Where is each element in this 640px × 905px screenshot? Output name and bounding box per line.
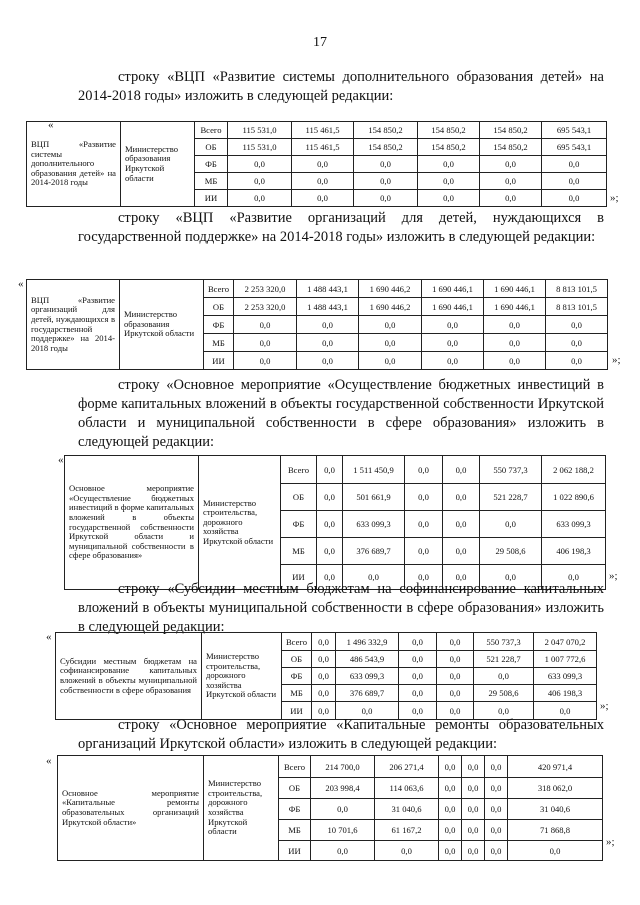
row-label: ОБ: [204, 298, 234, 316]
section-intro: строку «Основное мероприятие «Осуществление бюджетных инвестиций в форме капитальных вложений в объекты государственной собственности Иркутской области и муниципальной собственности в сфере образования» изложить в следующей редакции:: [78, 377, 604, 450]
open-quote: «: [18, 278, 24, 290]
cell-value: 214 700,0: [311, 756, 375, 778]
budget-table: [64, 455, 606, 590]
cell-value: 206 271,4: [375, 756, 439, 778]
cell-value: 115 461,5: [292, 139, 354, 156]
row-label: ФБ: [204, 316, 234, 334]
cell-value: 0,0: [399, 685, 437, 702]
cell-value: 0,0: [297, 316, 359, 334]
cell-value: 0,0: [437, 668, 474, 685]
cell-value: 0,0: [311, 799, 375, 820]
cell-value: 0,0: [297, 352, 359, 370]
cell-value: 0,0: [312, 668, 336, 685]
cell-value: 420 971,4: [508, 756, 603, 778]
cell-value: 0,0: [462, 820, 485, 841]
cell-value: 1 690 446,1: [484, 298, 546, 316]
cell-value: 0,0: [359, 334, 422, 352]
cell-value: 0,0: [474, 702, 534, 720]
cell-value: 8 813 101,5: [546, 280, 608, 298]
cell-value: 0,0: [418, 190, 480, 207]
cell-value: 1 022 890,6: [542, 484, 606, 511]
cell-value: 695 543,1: [542, 122, 607, 139]
cell-value: 0,0: [480, 565, 542, 590]
row-label: Всего: [281, 456, 317, 484]
cell-value: 1 488 443,1: [297, 298, 359, 316]
cell-value: 0,0: [354, 190, 418, 207]
cell-value: 0,0: [312, 651, 336, 668]
cell-value: 0,0: [484, 316, 546, 334]
cell-value: 0,0: [542, 156, 607, 173]
row-label: ОБ: [195, 139, 228, 156]
cell-value: 1 690 446,2: [359, 298, 422, 316]
cell-value: 0,0: [546, 316, 608, 334]
cell-value: 1 690 446,1: [484, 280, 546, 298]
cell-value: 1 511 450,9: [343, 456, 405, 484]
budget-table: [57, 755, 603, 861]
cell-value: 115 461,5: [292, 122, 354, 139]
cell-value: 0,0: [405, 484, 443, 511]
row-label: МБ: [204, 334, 234, 352]
budget-table: [26, 121, 607, 207]
cell-value: 695 543,1: [542, 139, 607, 156]
cell-value: 29 508,6: [474, 685, 534, 702]
cell-value: 0,0: [443, 511, 480, 538]
cell-value: 0,0: [443, 565, 480, 590]
cell-value: 0,0: [437, 702, 474, 720]
program-name: ВЦП «Развитие системы дополнительного образования детей» на 2014-2018 годы: [27, 122, 121, 207]
cell-value: 1 496 332,9: [336, 633, 399, 651]
cell-value: 0,0: [399, 633, 437, 651]
cell-value: 1 690 446,1: [422, 298, 484, 316]
cell-value: 0,0: [439, 820, 462, 841]
cell-value: 0,0: [228, 173, 292, 190]
cell-value: 0,0: [437, 651, 474, 668]
cell-value: 0,0: [336, 702, 399, 720]
cell-value: 0,0: [443, 456, 480, 484]
cell-value: 0,0: [462, 778, 485, 799]
cell-value: 8 813 101,5: [546, 298, 608, 316]
cell-value: 2 047 070,2: [534, 633, 597, 651]
cell-value: 154 850,2: [354, 139, 418, 156]
close-quote: »;: [600, 700, 609, 712]
cell-value: 2 062 188,2: [542, 456, 606, 484]
close-quote: »;: [606, 836, 615, 848]
cell-value: 31 040,6: [508, 799, 603, 820]
row-label: Всего: [282, 633, 312, 651]
cell-value: 0,0: [474, 668, 534, 685]
cell-value: 0,0: [480, 511, 542, 538]
cell-value: 318 062,0: [508, 778, 603, 799]
cell-value: 0,0: [228, 190, 292, 207]
cell-value: 0,0: [485, 841, 508, 861]
cell-value: 0,0: [399, 651, 437, 668]
cell-value: 521 228,7: [480, 484, 542, 511]
cell-value: 29 508,6: [480, 538, 542, 565]
row-label: ФБ: [195, 156, 228, 173]
cell-value: 0,0: [399, 702, 437, 720]
open-quote: «: [58, 454, 64, 466]
row-label: Всего: [204, 280, 234, 298]
cell-value: 501 661,9: [343, 484, 405, 511]
cell-value: 0,0: [354, 156, 418, 173]
cell-value: 0,0: [422, 334, 484, 352]
cell-value: 154 850,2: [418, 122, 480, 139]
close-quote: »;: [610, 192, 619, 204]
cell-value: 0,0: [418, 156, 480, 173]
cell-value: 550 737,3: [474, 633, 534, 651]
program-name: ВЦП «Развитие организаций для детей, нуждающихся в государственной поддержке» на 2014-2018 годы: [27, 280, 120, 370]
cell-value: 1 488 443,1: [297, 280, 359, 298]
responsible-ministry: Министерство образования Иркутской области: [121, 122, 195, 207]
cell-value: 0,0: [312, 685, 336, 702]
cell-value: 0,0: [317, 456, 343, 484]
cell-value: 154 850,2: [418, 139, 480, 156]
cell-value: 633 099,3: [343, 511, 405, 538]
open-quote: «: [46, 755, 52, 767]
row-label: ИИ: [279, 841, 311, 861]
responsible-ministry: Министерство образования Иркутской области: [120, 280, 204, 370]
cell-value: 0,0: [234, 352, 297, 370]
cell-value: 0,0: [485, 778, 508, 799]
cell-value: 1 007 772,6: [534, 651, 597, 668]
cell-value: 0,0: [422, 352, 484, 370]
cell-value: 0,0: [439, 756, 462, 778]
cell-value: 0,0: [485, 820, 508, 841]
cell-value: 114 063,6: [375, 778, 439, 799]
page-number: 17: [313, 35, 327, 50]
cell-value: 31 040,6: [375, 799, 439, 820]
row-label: ОБ: [281, 484, 317, 511]
cell-value: 115 531,0: [228, 139, 292, 156]
row-label: ИИ: [195, 190, 228, 207]
row-label: Всего: [279, 756, 311, 778]
cell-value: 2 253 320,0: [234, 280, 297, 298]
cell-value: 0,0: [292, 173, 354, 190]
cell-value: 0,0: [312, 702, 336, 720]
budget-table: [26, 279, 608, 370]
cell-value: 0,0: [546, 352, 608, 370]
cell-value: 0,0: [542, 190, 607, 207]
cell-value: 0,0: [405, 565, 443, 590]
cell-value: 0,0: [443, 484, 480, 511]
cell-value: 0,0: [437, 685, 474, 702]
row-label: ИИ: [204, 352, 234, 370]
cell-value: 154 850,2: [480, 139, 542, 156]
cell-value: 71 868,8: [508, 820, 603, 841]
cell-value: 0,0: [234, 316, 297, 334]
row-label: МБ: [282, 685, 312, 702]
cell-value: 0,0: [343, 565, 405, 590]
cell-value: 0,0: [292, 190, 354, 207]
cell-value: 10 701,6: [311, 820, 375, 841]
row-label: ИИ: [282, 702, 312, 720]
cell-value: 0,0: [439, 799, 462, 820]
cell-value: 406 198,3: [534, 685, 597, 702]
row-label: ОБ: [282, 651, 312, 668]
row-label: МБ: [279, 820, 311, 841]
cell-value: 0,0: [297, 334, 359, 352]
cell-value: 0,0: [485, 756, 508, 778]
cell-value: 0,0: [480, 173, 542, 190]
section-intro: строку «Субсидии местным бюджетам на софинансирование капитальных вложений в объекты муниципальной собственности в сфере образования» изложить в следующей редакции:: [78, 581, 604, 635]
cell-value: 0,0: [317, 565, 343, 590]
cell-value: 1 690 446,1: [422, 280, 484, 298]
cell-value: 0,0: [439, 841, 462, 861]
cell-value: 0,0: [462, 841, 485, 861]
cell-value: 0,0: [546, 334, 608, 352]
cell-value: 0,0: [405, 456, 443, 484]
cell-value: 0,0: [542, 565, 606, 590]
responsible-ministry: Министерство строительства, дорожного хозяйства Иркутской области: [204, 756, 279, 861]
program-name: Субсидии местным бюджетам на софинансирование капитальных вложений в объекты муниципальной собственности в сфере образования: [56, 633, 202, 720]
cell-value: 0,0: [484, 352, 546, 370]
program-name: Основное мероприятие «Капитальные ремонты образовательных организаций Иркутской области»: [58, 756, 204, 861]
section-intro: строку «Основное мероприятие «Капитальные ремонты образовательных организаций Иркутской области» изложить в следующей редакции:: [78, 717, 604, 752]
row-label: ФБ: [282, 668, 312, 685]
cell-value: 0,0: [311, 841, 375, 861]
cell-value: 0,0: [228, 156, 292, 173]
cell-value: 2 253 320,0: [234, 298, 297, 316]
cell-value: 0,0: [437, 633, 474, 651]
cell-value: 0,0: [462, 756, 485, 778]
cell-value: 0,0: [462, 799, 485, 820]
cell-value: 376 689,7: [336, 685, 399, 702]
cell-value: 0,0: [354, 173, 418, 190]
cell-value: 0,0: [439, 778, 462, 799]
row-label: ОБ: [279, 778, 311, 799]
cell-value: 550 737,3: [480, 456, 542, 484]
section-intro: строку «ВЦП «Развитие организаций для детей, нуждающихся в государственной поддержке» на 2014-2018 годы» изложить в следующей редакции:: [78, 210, 604, 245]
cell-value: 0,0: [484, 334, 546, 352]
cell-value: 203 998,4: [311, 778, 375, 799]
cell-value: 0,0: [234, 334, 297, 352]
row-label: МБ: [195, 173, 228, 190]
cell-value: 406 198,3: [542, 538, 606, 565]
cell-value: 633 099,3: [542, 511, 606, 538]
cell-value: 0,0: [542, 173, 607, 190]
cell-value: 61 167,2: [375, 820, 439, 841]
row-label: ИИ: [281, 565, 317, 590]
open-quote: «: [46, 631, 52, 643]
close-quote: »;: [612, 354, 621, 366]
cell-value: 0,0: [405, 538, 443, 565]
cell-value: 0,0: [485, 799, 508, 820]
cell-value: 376 689,7: [343, 538, 405, 565]
cell-value: 1 690 446,2: [359, 280, 422, 298]
cell-value: 0,0: [418, 173, 480, 190]
section-intro: строку «ВЦП «Развитие системы дополнительного образования детей» на 2014-2018 годы» изложить в следующей редакции:: [78, 69, 604, 104]
budget-table: [55, 632, 597, 720]
cell-value: 0,0: [317, 511, 343, 538]
program-name: Основное мероприятие «Осуществление бюджетных инвестиций в форме капитальных вложений в объекты государственной собственности Иркутской области и муниципальной собственности в сфере образования»: [65, 456, 199, 590]
cell-value: 0,0: [480, 190, 542, 207]
cell-value: 0,0: [399, 668, 437, 685]
cell-value: 0,0: [359, 352, 422, 370]
open-quote: «: [48, 119, 54, 131]
cell-value: 0,0: [317, 484, 343, 511]
cell-value: 0,0: [375, 841, 439, 861]
cell-value: 0,0: [508, 841, 603, 861]
cell-value: 0,0: [359, 316, 422, 334]
close-quote: »;: [609, 570, 618, 582]
cell-value: 0,0: [534, 702, 597, 720]
row-label: МБ: [281, 538, 317, 565]
row-label: ФБ: [279, 799, 311, 820]
cell-value: 0,0: [422, 316, 484, 334]
cell-value: 154 850,2: [354, 122, 418, 139]
cell-value: 0,0: [443, 538, 480, 565]
row-label: ФБ: [281, 511, 317, 538]
cell-value: 115 531,0: [228, 122, 292, 139]
cell-value: 0,0: [292, 156, 354, 173]
cell-value: 633 099,3: [336, 668, 399, 685]
cell-value: 486 543,9: [336, 651, 399, 668]
responsible-ministry: Министерство строительства, дорожного хозяйства Иркутской области: [199, 456, 281, 590]
cell-value: 0,0: [405, 511, 443, 538]
responsible-ministry: Министерство строительства, дорожного хозяйства Иркутской области: [202, 633, 282, 720]
cell-value: 154 850,2: [480, 122, 542, 139]
cell-value: 633 099,3: [534, 668, 597, 685]
cell-value: 0,0: [480, 156, 542, 173]
cell-value: 521 228,7: [474, 651, 534, 668]
row-label: Всего: [195, 122, 228, 139]
cell-value: 0,0: [312, 633, 336, 651]
cell-value: 0,0: [317, 538, 343, 565]
